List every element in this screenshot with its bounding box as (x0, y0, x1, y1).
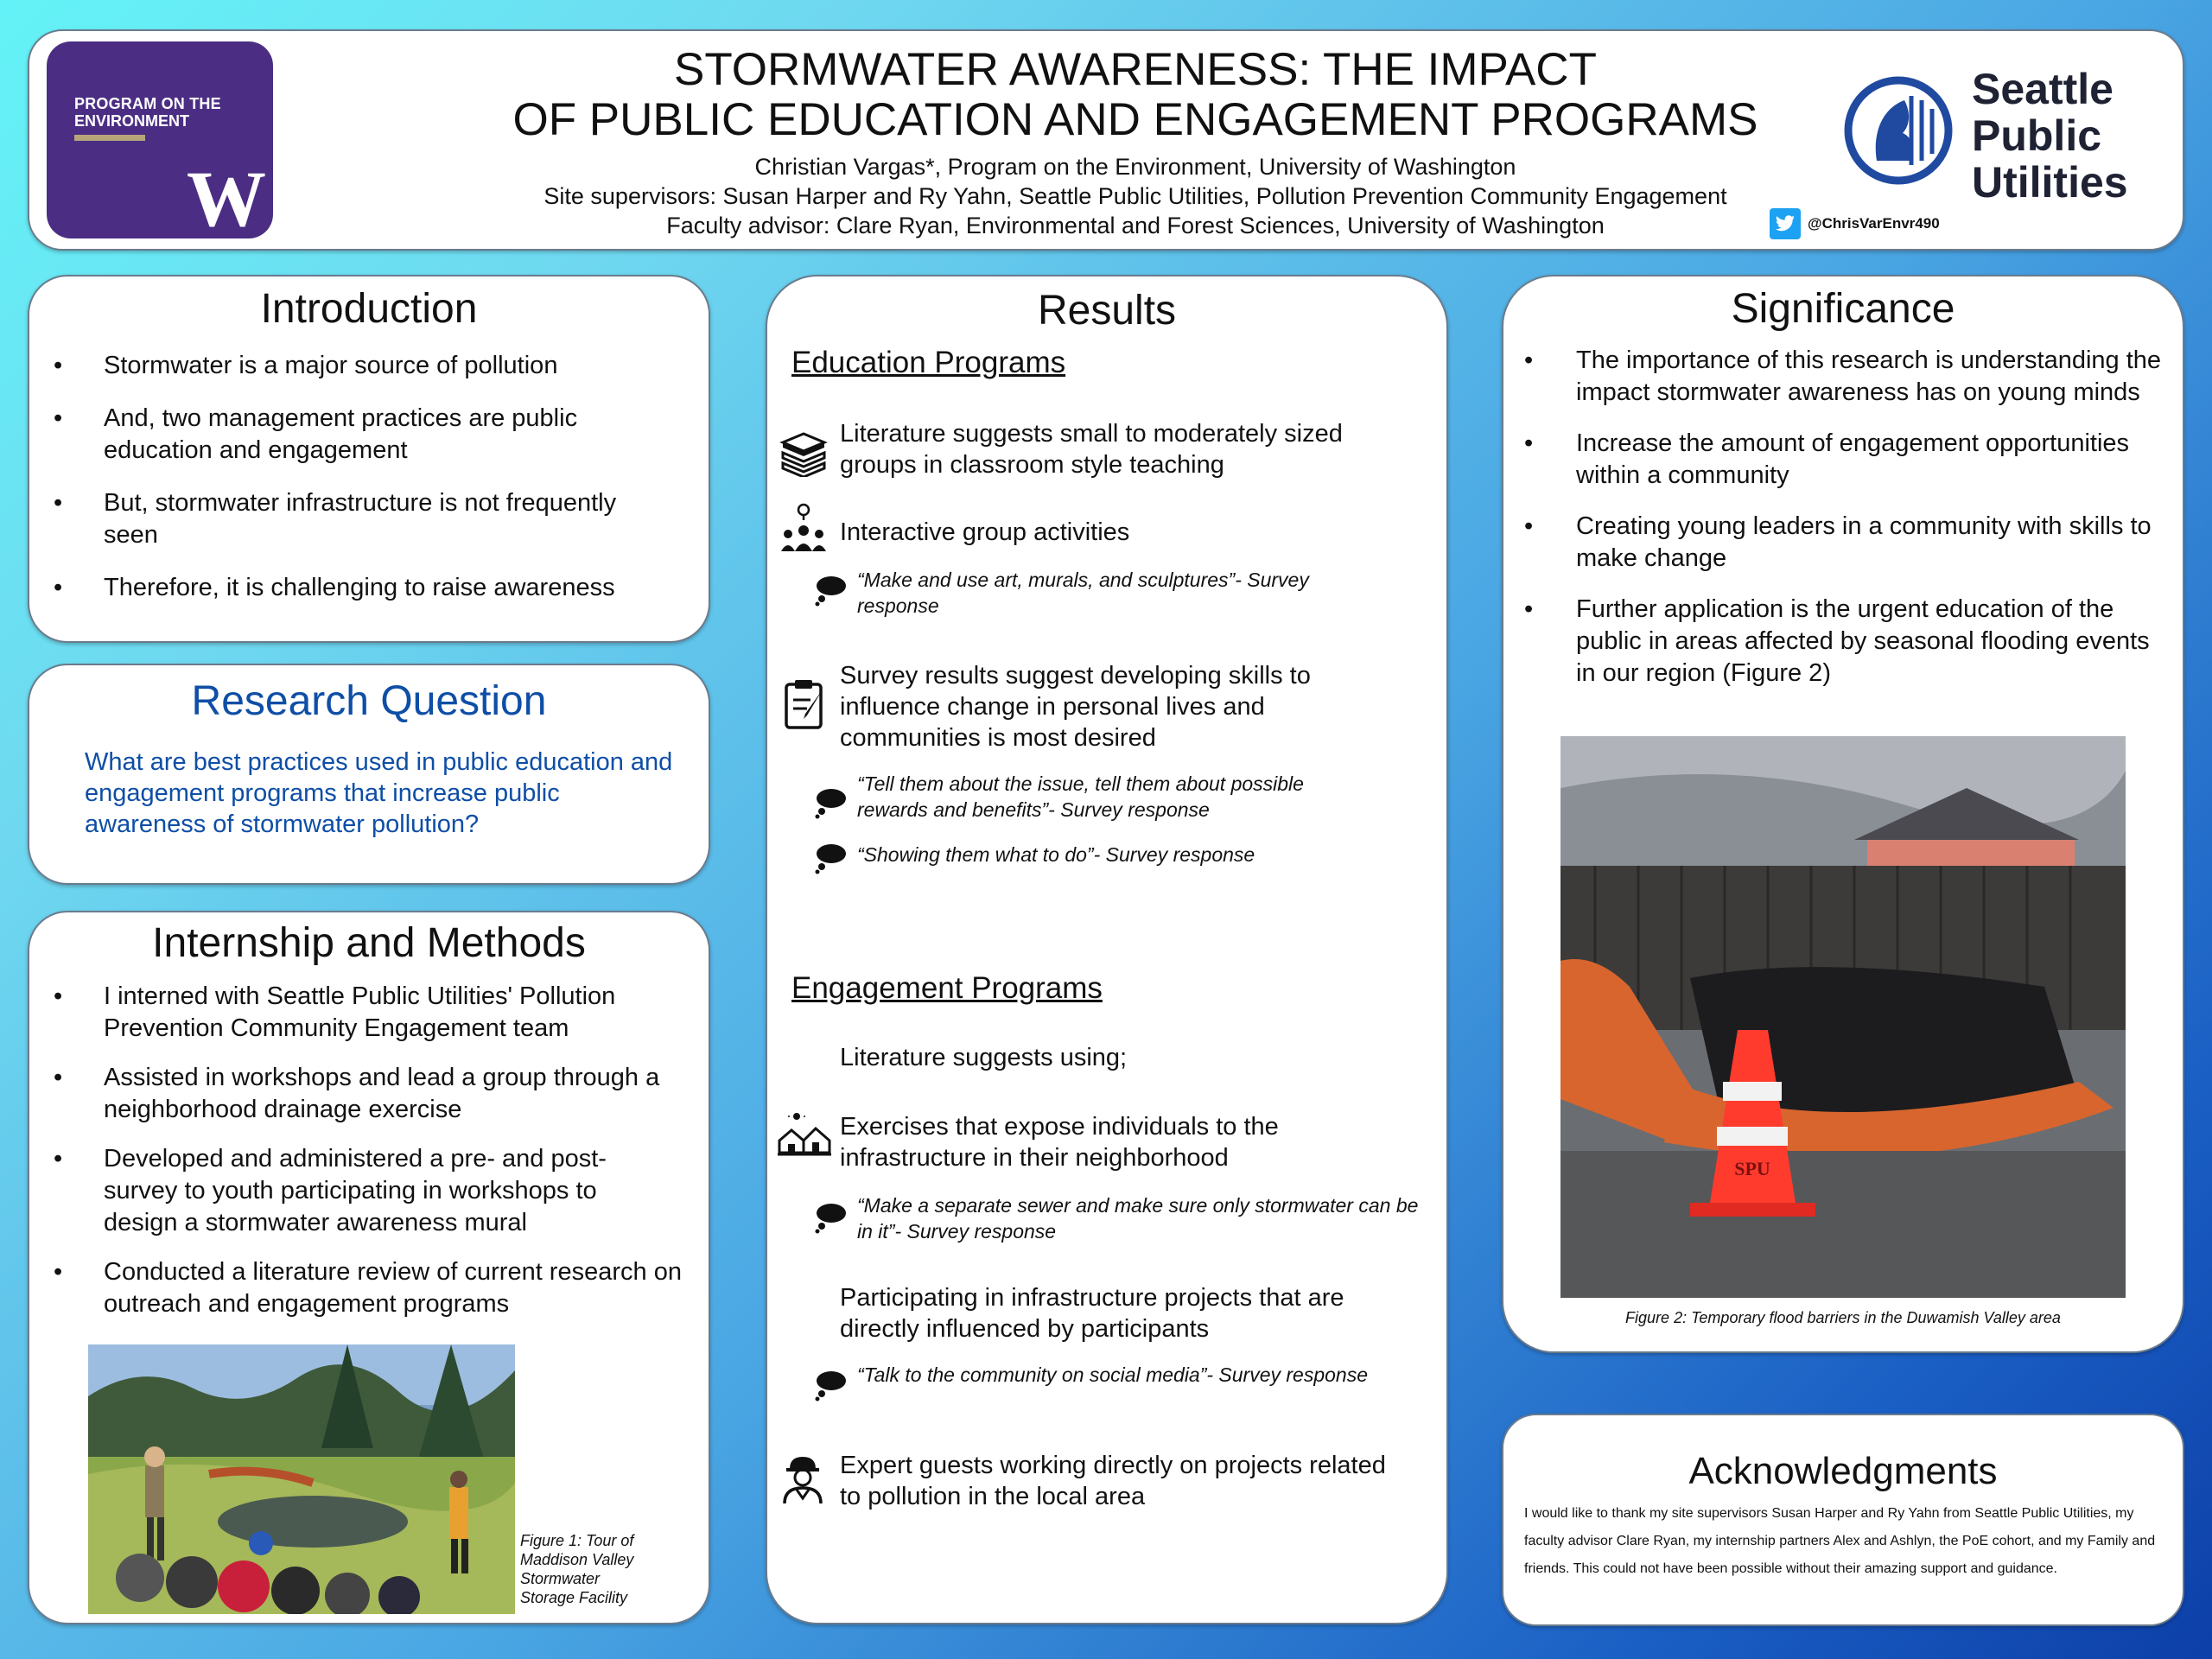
spu-word-1: Seattle (1972, 65, 2113, 113)
figure1-photo (88, 1344, 515, 1614)
acknowledgments-text: I would like to thank my site supervisors Susan Harper and Ry Yahn from Seattle Public Utilities, my faculty advisor Clare Ryan, my internship partners Alex and Ashlyn, the PoE cohort, and my Family and friends. This could not have been possible without their amazing support and guidance. (1524, 1506, 2156, 1576)
significance-item-text: Increase the amount of engagement opportunities within a community (1576, 429, 2130, 489)
twitter-icon (1770, 208, 1801, 239)
acknowledgments-panel (1502, 1414, 2184, 1626)
research-question-text: What are best practices used in public education and engagement programs that increase public awareness of stormwater pollution? (85, 748, 673, 838)
bullet: • (1524, 595, 1534, 623)
methods-panel (28, 911, 710, 1624)
list-item (29, 1143, 695, 1239)
edu-item2: Interactive group activities (840, 518, 1130, 546)
thought-bubble-icon (814, 574, 849, 607)
bullet: • (54, 1145, 63, 1173)
edu-quote3: “Showing them what to do”- Survey response (857, 843, 1255, 866)
methods-item-text: Assisted in workshops and lead a group through a neighborhood drainage exercise (104, 1064, 660, 1123)
bullet: • (1524, 346, 1534, 374)
intro-item-text: But, stormwater infrastructure is not frequently seen (104, 489, 617, 549)
eng-item1: Exercises that expose individuals to the infrastructure in their neighborhood (840, 1113, 1279, 1172)
advisor-line: Faculty advisor: Clare Ryan, Environmental and Forest Sciences, University of Washington (666, 213, 1605, 238)
results-panel (766, 275, 1448, 1624)
significance-title: Significance (1731, 286, 1955, 332)
results-title: Results (1037, 288, 1177, 334)
neighborhood-icon (778, 1111, 831, 1156)
spu-wordmark (1972, 66, 2128, 206)
methods-list (29, 981, 695, 1320)
edu-quote1: “Make and use art, murals, and sculptures”- Survey response (857, 569, 1309, 617)
title-line2: OF PUBLIC EDUCATION AND ENGAGEMENT PROGRAMS (512, 94, 1758, 145)
spu-logo (1842, 65, 2171, 207)
logo-gold-bar (74, 135, 145, 141)
edu-item1: Literature suggests small to moderately sized groups in classroom style teaching (840, 420, 1343, 479)
significance-list (1503, 345, 2169, 690)
uw-program-logo (47, 41, 273, 243)
eng-quote1: “Make a separate sewer and make sure only stormwater can be in it”- Survey response (857, 1194, 1419, 1243)
author-info (289, 152, 1982, 240)
intro-item-text: Stormwater is a major source of pollution (104, 352, 558, 379)
list-item (29, 350, 652, 382)
books-icon (779, 429, 828, 477)
supervisors-line: Site supervisors: Susan Harper and Ry Yahn, Seattle Public Utilities, Pollution Prevention Community Engagement (543, 183, 1727, 209)
title-line1: STORMWATER AWARENESS: THE IMPACT (674, 44, 1597, 95)
list-item (1503, 511, 2169, 575)
list-item (29, 981, 695, 1045)
bullet: • (54, 574, 63, 601)
eng-item3: Expert guests working directly on projects related to pollution in the local area (840, 1452, 1386, 1510)
intro-item-text: Therefore, it is challenging to raise awareness (104, 574, 615, 601)
poster-title (289, 45, 1982, 145)
list-item (1503, 428, 2169, 492)
logo-line1: PROGRAM ON THE (74, 95, 221, 112)
list-item (29, 487, 652, 551)
acknowledgments-title: Acknowledgments (1688, 1450, 1998, 1492)
figure1-caption: Figure 1: Tour of Maddison Valley Stormwater Storage Facility (520, 1532, 634, 1606)
introduction-panel (28, 275, 710, 643)
spu-word-3: Utilities (1972, 158, 2128, 207)
thought-bubble-icon (814, 842, 849, 874)
twitter-link[interactable] (1770, 207, 1940, 240)
significance-panel (1502, 275, 2184, 1353)
methods-item-text: I interned with Seattle Public Utilities' Pollution Prevention Community Engagement team (104, 982, 616, 1042)
edu-item3: Survey results suggest developing skills to influence change in personal lives and communities is most desired (840, 662, 1311, 752)
logo-line2: ENVIRONMENT (74, 112, 190, 130)
engineer-icon (781, 1453, 824, 1505)
author-line: Christian Vargas*, Program on the Environment, University of Washington (754, 154, 1516, 180)
list-item (1503, 345, 2169, 409)
research-question-title: Research Question (191, 678, 547, 724)
eng-intro: Literature suggests using; (840, 1044, 1128, 1071)
twitter-handle: @ChrisVarEnvr490 (1808, 215, 1940, 232)
edu-quote2: “Tell them about the issue, tell them about possible rewards and benefits”- Survey response (857, 772, 1304, 821)
figure2-caption: Figure 2: Temporary flood barriers in the Duwamish Valley area (1625, 1309, 2061, 1326)
introduction-title: Introduction (260, 286, 478, 332)
introduction-list (29, 350, 652, 604)
uw-w-icon: W (187, 155, 266, 243)
bullet: • (1524, 512, 1534, 540)
eng-quote2: “Talk to the community on social media”- Survey response (857, 1363, 1369, 1386)
list-item (29, 572, 652, 604)
intro-item-text: And, two management practices are public education and engagement (104, 404, 578, 464)
thought-bubble-icon (814, 1369, 849, 1402)
list-item (29, 1062, 695, 1126)
cone-label: SPU (1734, 1158, 1770, 1179)
group-activity-icon (779, 503, 828, 555)
methods-title: Internship and Methods (152, 920, 586, 966)
spu-seal-icon (1842, 74, 1955, 187)
list-item (1503, 594, 2169, 690)
bullet: • (1524, 429, 1534, 457)
methods-item-text: Conducted a literature review of current research on outreach and engagement programs (104, 1258, 682, 1318)
list-item (29, 403, 652, 467)
header-banner (28, 29, 2184, 251)
thought-bubble-icon (814, 786, 849, 819)
engagement-heading: Engagement Programs (791, 971, 1103, 1005)
thought-bubble-icon (814, 1201, 849, 1234)
bullet: • (54, 1258, 63, 1286)
bullet: • (54, 1064, 63, 1091)
bullet: • (54, 982, 63, 1010)
bullet: • (54, 352, 63, 379)
list-item (29, 1256, 695, 1320)
clipboard-icon (781, 677, 830, 731)
methods-item-text: Developed and administered a pre- and post-survey to youth participating in workshops to design a stormwater awareness mural (104, 1145, 607, 1236)
eng-item2: Participating in infrastructure projects that are directly influenced by participants (840, 1284, 1344, 1343)
spu-word-2: Public (1972, 111, 2102, 160)
bullet: • (54, 489, 63, 517)
bullet: • (54, 404, 63, 432)
significance-item-text: Creating young leaders in a community with skills to make change (1576, 512, 2152, 572)
research-question-panel (28, 664, 710, 885)
education-heading: Education Programs (791, 346, 1066, 379)
significance-item-text: The importance of this research is understanding the impact stormwater awareness has on young minds (1576, 346, 2162, 406)
significance-item-text: Further application is the urgent education of the public in areas affected by seasonal flooding events in our region (Figure 2) (1576, 595, 2150, 687)
figure2-photo (1560, 736, 2126, 1298)
